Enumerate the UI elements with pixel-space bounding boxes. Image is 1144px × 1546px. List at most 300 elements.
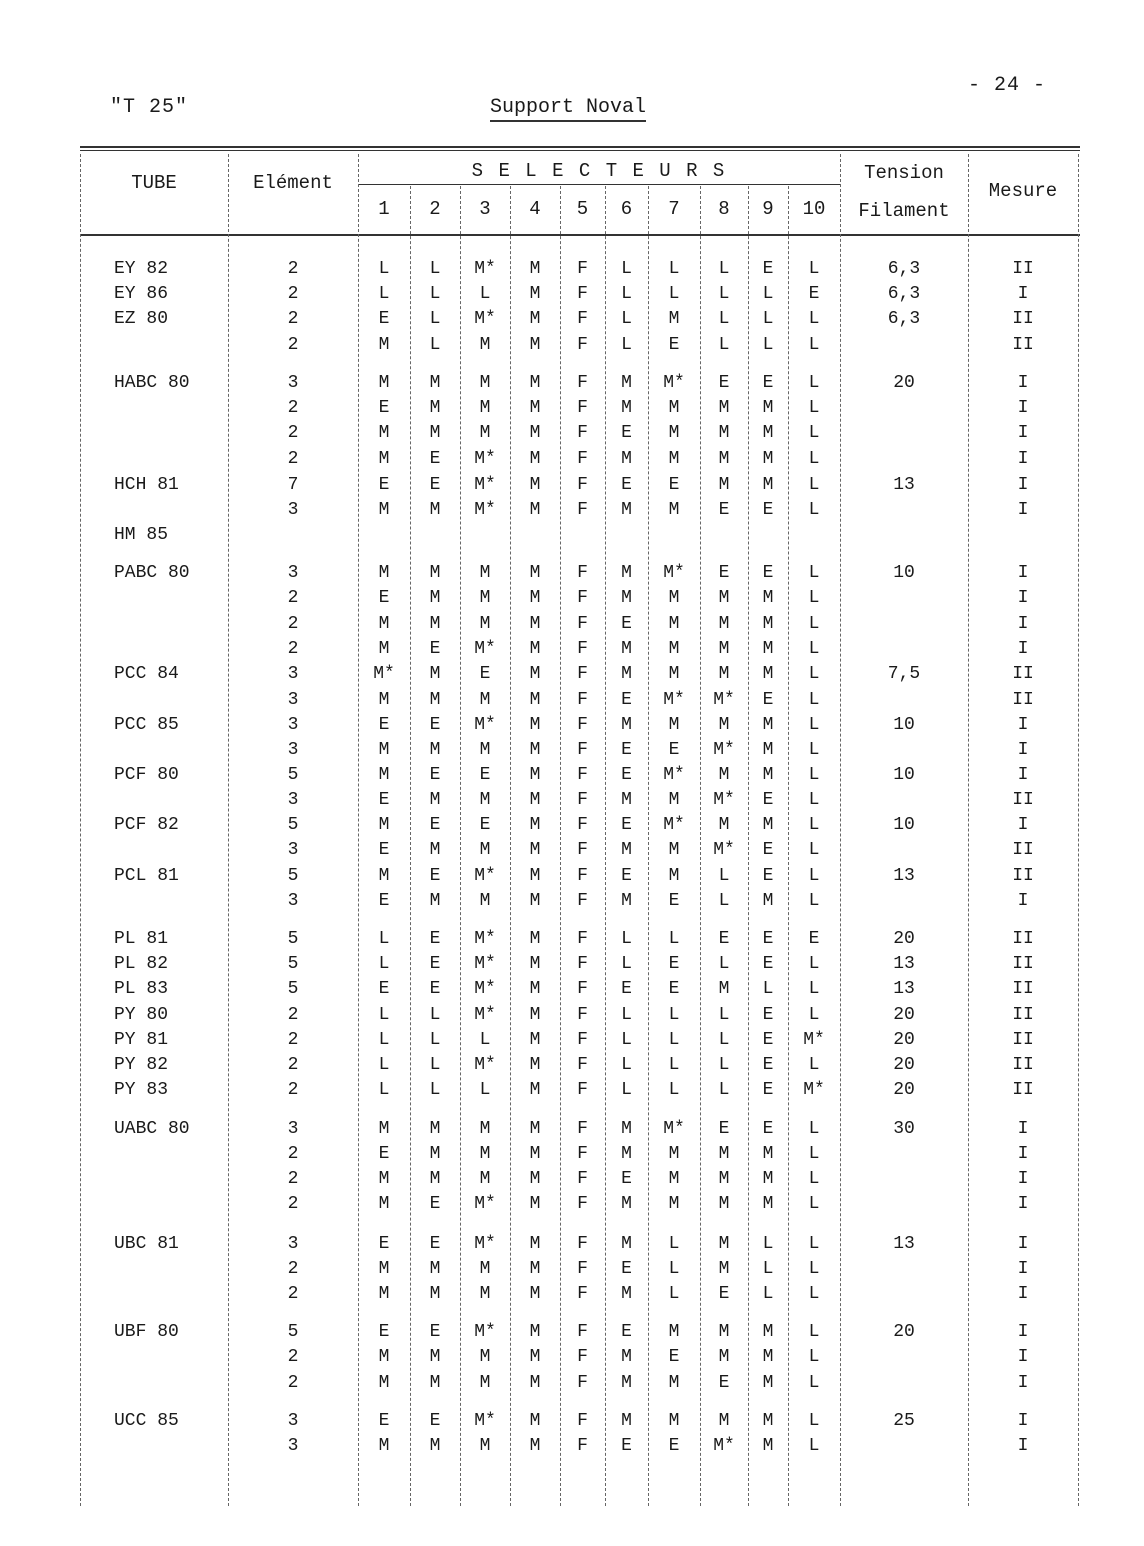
selector-1-value: E	[378, 1234, 390, 1254]
selector-2-value: M	[429, 664, 441, 684]
element-count: 5	[287, 1322, 299, 1342]
selector-3-value: M	[479, 588, 491, 608]
selector-10-value: L	[808, 1005, 820, 1025]
selector-8-value: L	[718, 866, 730, 886]
selector-1-value: M	[378, 1373, 390, 1393]
selector-5-value: F	[577, 1169, 588, 1189]
header-tension: Tension	[864, 162, 944, 184]
selector-5-value: F	[577, 500, 588, 520]
mesure-value: II	[1012, 1080, 1034, 1100]
selector-10-value: L	[808, 588, 820, 608]
element-count: 2	[287, 1259, 299, 1279]
header-selecteurs: S E L E C T E U R S	[471, 160, 727, 182]
selector-10-value: L	[808, 740, 820, 760]
selector-1-value: M	[378, 1119, 390, 1139]
selector-1-value: E	[378, 1411, 390, 1431]
mesure-value: I	[1017, 815, 1029, 835]
selector-10-value: L	[808, 449, 820, 469]
selector-3-value: M	[479, 1259, 491, 1279]
filament-tension: 6,3	[887, 309, 921, 329]
selector-5-value: F	[577, 866, 588, 886]
selector-9-value: M	[762, 740, 774, 760]
selector-6-value: L	[621, 1055, 632, 1075]
selector-8-value: M	[718, 475, 730, 495]
mesure-value: I	[1017, 614, 1029, 634]
selector-3-value: M*	[474, 715, 496, 735]
selector-8-value: E	[718, 373, 730, 393]
selector-9-value: E	[762, 790, 774, 810]
selector-6-value: E	[621, 1322, 632, 1342]
selector-3-value: M	[479, 614, 491, 634]
selector-10-value: L	[808, 765, 820, 785]
mesure-value: I	[1017, 1144, 1029, 1164]
selector-6-value: E	[621, 423, 632, 443]
element-count: 2	[287, 1169, 299, 1189]
mesure-value: I	[1017, 1259, 1029, 1279]
selector-1-value: M*	[373, 664, 395, 684]
mesure-value: I	[1017, 449, 1029, 469]
selector-9-value: L	[762, 1284, 774, 1304]
selector-number: 4	[529, 198, 541, 220]
selector-7-value: M	[668, 866, 680, 886]
selector-2-value: M	[429, 614, 441, 634]
selector-7-value: L	[668, 1030, 680, 1050]
selector-divider	[410, 186, 411, 1506]
selector-9-value: L	[762, 1234, 774, 1254]
selector-2-value: E	[429, 449, 441, 469]
selector-10-value: L	[808, 954, 820, 974]
selector-5-value: F	[577, 1436, 588, 1456]
element-count: 2	[287, 1373, 299, 1393]
tube-name: PCF 80	[114, 765, 179, 785]
selector-4-value: M	[529, 1030, 541, 1050]
selector-8-value: M	[718, 1322, 730, 1342]
selector-5-value: F	[577, 765, 588, 785]
selector-5-value: F	[577, 259, 588, 279]
selector-10-value: L	[808, 891, 820, 911]
header-tube: TUBE	[131, 172, 177, 194]
selector-5-value: F	[577, 1347, 588, 1367]
selector-9-value: E	[762, 563, 774, 583]
tube-name: PY 81	[114, 1030, 169, 1050]
selector-1-value: E	[378, 309, 390, 329]
selector-2-value: L	[429, 1080, 441, 1100]
selector-4-value: M	[529, 690, 541, 710]
selector-10-value: L	[808, 1411, 820, 1431]
selector-4-value: M	[529, 840, 541, 860]
table-top-rule-2	[80, 150, 1080, 151]
filament-tension: 6,3	[887, 284, 921, 304]
selector-6-value: L	[621, 335, 632, 355]
selector-5-value: F	[577, 1030, 588, 1050]
selector-4-value: M	[529, 259, 541, 279]
element-count: 2	[287, 309, 299, 329]
selector-1-value: M	[378, 765, 390, 785]
selector-3-value: M*	[474, 449, 496, 469]
selector-9-value: E	[762, 259, 774, 279]
selector-2-value: M	[429, 1259, 441, 1279]
selector-8-value: M	[718, 1234, 730, 1254]
filament-tension: 20	[893, 1080, 915, 1100]
selector-8-value: M*	[713, 740, 735, 760]
selector-8-value: L	[718, 1055, 730, 1075]
element-count: 2	[287, 1005, 299, 1025]
header-filament: Filament	[858, 200, 950, 222]
selector-7-value: L	[668, 1234, 680, 1254]
selector-divider	[700, 186, 701, 1506]
selector-9-value: E	[762, 373, 774, 393]
selector-10-value: L	[808, 1144, 820, 1164]
selector-1-value: L	[378, 1080, 390, 1100]
tube-name: EY 86	[114, 284, 169, 304]
selector-9-value: E	[762, 690, 774, 710]
mesure-value: I	[1017, 1194, 1029, 1214]
selector-divider	[510, 186, 511, 1506]
selector-10-value: M*	[803, 1080, 825, 1100]
selector-6-value: E	[621, 740, 632, 760]
mesure-value: II	[1012, 979, 1034, 999]
selector-1-value: L	[378, 259, 390, 279]
selector-4-value: M	[529, 715, 541, 735]
selector-8-value: L	[718, 284, 730, 304]
selector-4-value: M	[529, 1055, 541, 1075]
selector-9-value: M	[762, 614, 774, 634]
selector-9-value: E	[762, 1030, 774, 1050]
selector-2-value: L	[429, 335, 441, 355]
selector-3-value: M	[479, 891, 491, 911]
selector-4-value: M	[529, 1169, 541, 1189]
selector-number: 9	[762, 198, 774, 220]
selector-7-value: M	[668, 398, 680, 418]
selector-number: 1	[378, 198, 390, 220]
selector-5-value: F	[577, 979, 588, 999]
element-count: 3	[287, 373, 299, 393]
selector-7-value: M	[668, 1194, 680, 1214]
selector-5-value: F	[577, 449, 588, 469]
selector-7-value: M	[668, 588, 680, 608]
selector-8-value: M	[718, 815, 730, 835]
selector-4-value: M	[529, 1005, 541, 1025]
element-count: 2	[287, 614, 299, 634]
selector-3-value: M*	[474, 475, 496, 495]
selector-1-value: L	[378, 284, 390, 304]
selector-4-value: M	[529, 373, 541, 393]
filament-tension: 13	[893, 866, 915, 886]
element-count: 2	[287, 639, 299, 659]
tube-name: PCF 82	[114, 815, 179, 835]
selector-7-value: M*	[663, 373, 685, 393]
selector-10-value: L	[808, 614, 820, 634]
selector-1-value: M	[378, 1436, 390, 1456]
selector-4-value: M	[529, 664, 541, 684]
filament-tension: 13	[893, 475, 915, 495]
selector-8-value: L	[718, 335, 730, 355]
element-count: 2	[287, 1055, 299, 1075]
selector-8-value: M	[718, 765, 730, 785]
selector-3-value: L	[479, 1030, 491, 1050]
selector-6-value: M	[621, 449, 632, 469]
selector-2-value: M	[429, 740, 441, 760]
selector-1-value: M	[378, 500, 390, 520]
element-count: 5	[287, 765, 299, 785]
selector-5-value: F	[577, 1234, 588, 1254]
selector-9-value: M	[762, 1144, 774, 1164]
selector-7-value: M	[668, 1411, 680, 1431]
mesure-value: II	[1012, 664, 1034, 684]
selector-10-value: L	[808, 664, 820, 684]
selector-5-value: F	[577, 475, 588, 495]
selector-1-value: E	[378, 715, 390, 735]
selector-3-value: M	[479, 1436, 491, 1456]
selector-1-value: M	[378, 563, 390, 583]
selector-8-value: M	[718, 1411, 730, 1431]
selector-4-value: M	[529, 790, 541, 810]
element-count: 3	[287, 664, 299, 684]
selector-6-value: E	[621, 1436, 632, 1456]
selector-7-value: M*	[663, 1119, 685, 1139]
selector-4-value: M	[529, 1411, 541, 1431]
mesure-value: II	[1012, 840, 1034, 860]
selector-3-value: M*	[474, 1194, 496, 1214]
element-count: 2	[287, 423, 299, 443]
selector-5-value: F	[577, 284, 588, 304]
selector-8-value: E	[718, 563, 730, 583]
selector-3-value: M	[479, 1347, 491, 1367]
selector-7-value: M	[668, 614, 680, 634]
selector-5-value: F	[577, 690, 588, 710]
selector-2-value: M	[429, 790, 441, 810]
mesure-value: II	[1012, 335, 1034, 355]
selector-4-value: M	[529, 309, 541, 329]
selector-8-value: M	[718, 588, 730, 608]
tube-name: PY 82	[114, 1055, 169, 1075]
mesure-value: I	[1017, 563, 1029, 583]
selector-10-value: L	[808, 1055, 820, 1075]
mesure-value: I	[1017, 373, 1029, 393]
selector-10-value: L	[808, 1284, 820, 1304]
selector-4-value: M	[529, 1436, 541, 1456]
selector-10-value: L	[808, 1436, 820, 1456]
selector-2-value: E	[429, 1234, 441, 1254]
selector-1-value: M	[378, 335, 390, 355]
selector-7-value: L	[668, 1055, 680, 1075]
selector-8-value: E	[718, 1373, 730, 1393]
selector-3-value: M	[479, 423, 491, 443]
selector-2-value: M	[429, 840, 441, 860]
selector-10-value: L	[808, 500, 820, 520]
selector-3-value: M*	[474, 866, 496, 886]
selector-8-value: M	[718, 639, 730, 659]
selector-2-value: M	[429, 423, 441, 443]
selector-5-value: F	[577, 929, 588, 949]
selector-5-value: F	[577, 588, 588, 608]
selector-10-value: L	[808, 1322, 820, 1342]
mesure-value: II	[1012, 954, 1034, 974]
selector-1-value: L	[378, 954, 390, 974]
selector-6-value: M	[621, 398, 632, 418]
selector-8-value: M	[718, 1144, 730, 1164]
selector-10-value: L	[808, 715, 820, 735]
tube-name: UBC 81	[114, 1234, 179, 1254]
selector-7-value: E	[668, 891, 680, 911]
selector-4-value: M	[529, 866, 541, 886]
document-title: Support Noval	[490, 96, 646, 122]
selector-6-value: M	[621, 891, 632, 911]
selector-3-value: M	[479, 1169, 491, 1189]
selector-6-value: E	[621, 690, 632, 710]
selector-8-value: M	[718, 1347, 730, 1367]
selector-4-value: M	[529, 284, 541, 304]
selector-10-value: L	[808, 1119, 820, 1139]
filament-tension: 10	[893, 815, 915, 835]
selector-number: 2	[429, 198, 441, 220]
selector-4-value: M	[529, 1080, 541, 1100]
selector-number: 6	[620, 198, 633, 220]
table-top-rule	[80, 146, 1080, 148]
mesure-value: II	[1012, 790, 1034, 810]
selector-6-value: M	[621, 1144, 632, 1164]
selector-6-value: E	[621, 866, 632, 886]
element-count: 2	[287, 1030, 299, 1050]
selector-8-value: E	[718, 500, 730, 520]
filament-tension: 10	[893, 715, 915, 735]
selector-1-value: M	[378, 614, 390, 634]
document-code: "T 25"	[110, 96, 189, 119]
element-count: 2	[287, 1194, 299, 1214]
selector-3-value: M*	[474, 1055, 496, 1075]
selector-2-value: L	[429, 309, 441, 329]
selector-3-value: M*	[474, 979, 496, 999]
selector-1-value: M	[378, 690, 390, 710]
selector-7-value: L	[668, 1284, 680, 1304]
selector-10-value: M*	[803, 1030, 825, 1050]
selector-1-value: M	[378, 449, 390, 469]
selector-2-value: E	[429, 954, 441, 974]
selector-6-value: M	[621, 1284, 632, 1304]
tube-name: UBF 80	[114, 1322, 179, 1342]
selector-3-value: M*	[474, 259, 496, 279]
tube-name: EY 82	[114, 259, 169, 279]
selector-7-value: E	[668, 979, 680, 999]
selector-1-value: M	[378, 423, 390, 443]
selector-8-value: E	[718, 1284, 730, 1304]
filament-tension: 20	[893, 1055, 915, 1075]
selector-number: 3	[479, 198, 491, 220]
selector-2-value: E	[429, 765, 441, 785]
selector-8-value: M	[718, 1194, 730, 1214]
selector-1-value: M	[378, 1194, 390, 1214]
selector-9-value: M	[762, 1169, 774, 1189]
element-count: 3	[287, 840, 299, 860]
selector-4-value: M	[529, 423, 541, 443]
mesure-value: II	[1012, 866, 1034, 886]
selector-7-value: M	[668, 1373, 680, 1393]
mesure-value: I	[1017, 740, 1029, 760]
selector-5-value: F	[577, 715, 588, 735]
element-count: 3	[287, 1119, 299, 1139]
selector-3-value: M*	[474, 1005, 496, 1025]
selector-7-value: E	[668, 335, 680, 355]
selector-5-value: F	[577, 373, 588, 393]
selector-8-value: M	[718, 979, 730, 999]
selector-2-value: L	[429, 1030, 441, 1050]
element-count: 2	[287, 398, 299, 418]
mesure-value: I	[1017, 500, 1029, 520]
selector-5-value: F	[577, 790, 588, 810]
selector-3-value: M	[479, 1373, 491, 1393]
selector-1-value: E	[378, 840, 390, 860]
element-count: 2	[287, 259, 299, 279]
selector-5-value: F	[577, 398, 588, 418]
selector-2-value: M	[429, 891, 441, 911]
mesure-value: I	[1017, 423, 1029, 443]
selector-7-value: L	[668, 929, 680, 949]
selector-6-value: L	[621, 309, 632, 329]
selector-9-value: M	[762, 815, 774, 835]
selector-4-value: M	[529, 588, 541, 608]
selector-5-value: F	[577, 954, 588, 974]
selector-2-value: M	[429, 1436, 441, 1456]
selector-6-value: E	[621, 979, 632, 999]
selector-3-value: M	[479, 398, 491, 418]
selector-8-value: M	[718, 423, 730, 443]
selector-2-value: E	[429, 715, 441, 735]
mesure-value: II	[1012, 690, 1034, 710]
selector-6-value: E	[621, 815, 632, 835]
selector-4-value: M	[529, 1234, 541, 1254]
mesure-value: I	[1017, 715, 1029, 735]
selector-3-value: M*	[474, 500, 496, 520]
tube-name: PL 81	[114, 929, 169, 949]
selector-2-value: E	[429, 475, 441, 495]
selector-8-value: M*	[713, 790, 735, 810]
selector-9-value: L	[762, 335, 774, 355]
selector-divider	[460, 186, 461, 1506]
selector-4-value: M	[529, 1259, 541, 1279]
selecteurs-underline	[358, 184, 840, 185]
selector-9-value: L	[762, 284, 774, 304]
selector-4-value: M	[529, 815, 541, 835]
selector-4-value: M	[529, 614, 541, 634]
selector-6-value: M	[621, 664, 632, 684]
selector-5-value: F	[577, 891, 588, 911]
selector-10-value: L	[808, 790, 820, 810]
selector-6-value: L	[621, 954, 632, 974]
element-count: 7	[287, 475, 299, 495]
selector-6-value: M	[621, 1373, 632, 1393]
selector-1-value: M	[378, 373, 390, 393]
selector-4-value: M	[529, 1284, 541, 1304]
selector-table	[80, 146, 1080, 1506]
mesure-value: I	[1017, 398, 1029, 418]
selector-10-value: E	[808, 284, 820, 304]
selector-2-value: M	[429, 1119, 441, 1139]
selector-8-value: L	[718, 1080, 730, 1100]
tube-name: UABC 80	[114, 1119, 190, 1139]
selector-5-value: F	[577, 1411, 588, 1431]
selector-8-value: E	[718, 1119, 730, 1139]
selector-10-value: L	[808, 639, 820, 659]
selector-3-value: M*	[474, 929, 496, 949]
selector-5-value: F	[577, 614, 588, 634]
selector-2-value: M	[429, 1144, 441, 1164]
element-count: 3	[287, 790, 299, 810]
selector-10-value: L	[808, 335, 820, 355]
selector-6-value: M	[621, 1119, 632, 1139]
selector-2-value: M	[429, 1373, 441, 1393]
element-count: 2	[287, 284, 299, 304]
selector-9-value: E	[762, 929, 774, 949]
